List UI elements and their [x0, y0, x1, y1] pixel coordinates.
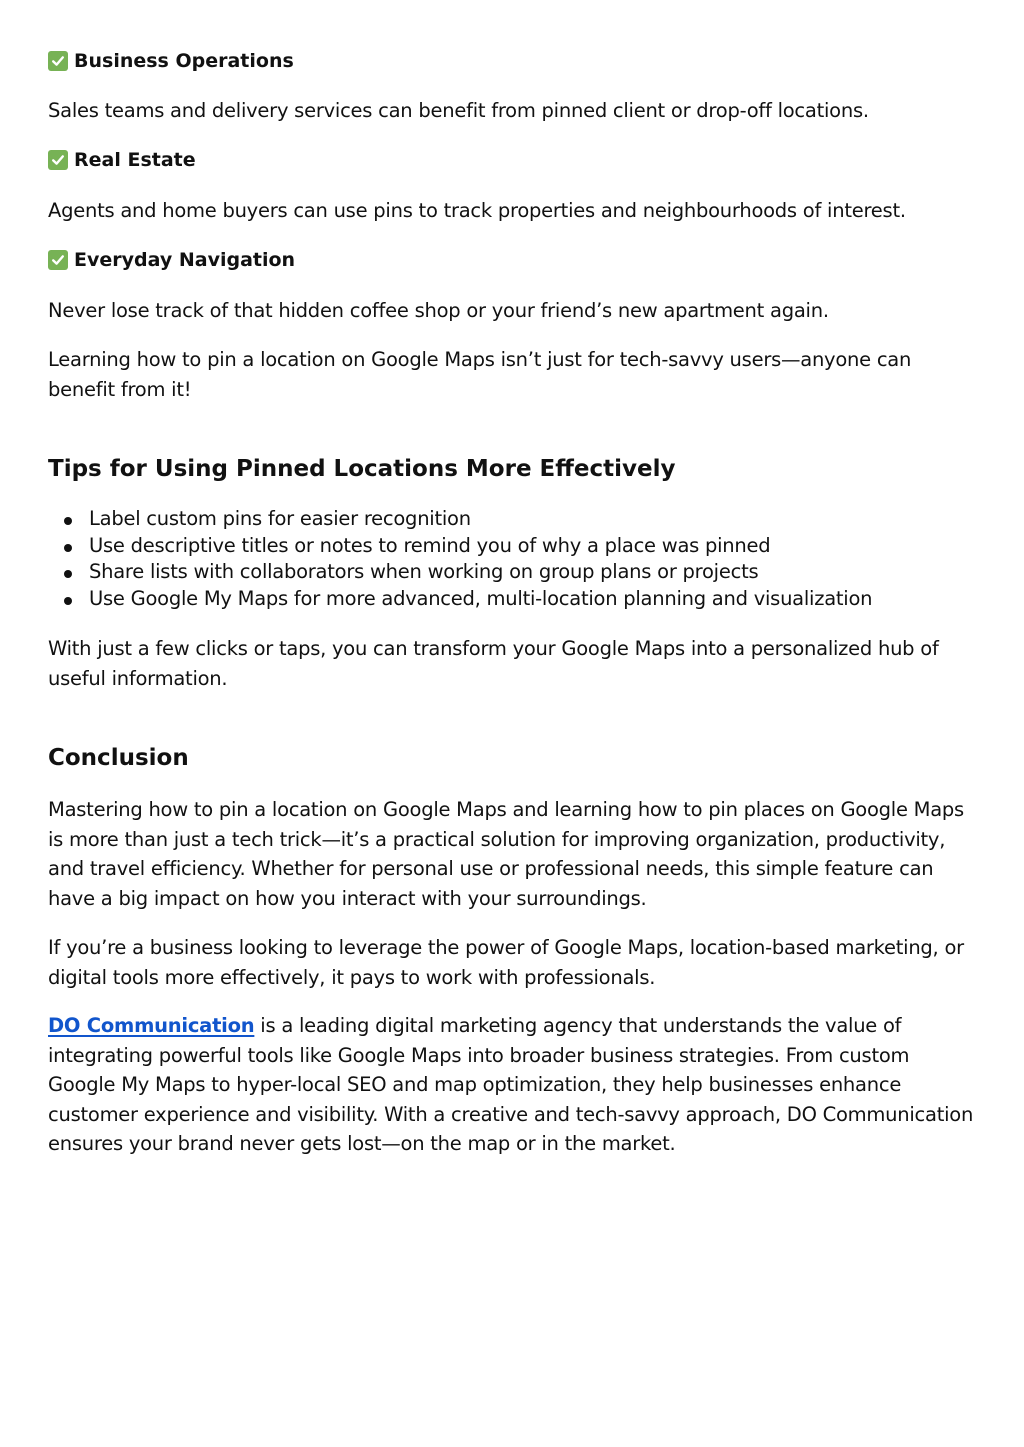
list-item	[48, 586, 978, 613]
conclusion-paragraph-3	[48, 1011, 978, 1159]
check-mark-icon	[48, 51, 68, 71]
list-item-text: Use descriptive titles or notes to remind you of why a place was pinned	[89, 533, 771, 557]
learning-paragraph: Learning how to pin a location on Google Maps isn’t just for tech-savvy users—anyone can benefit from it!	[48, 348, 912, 401]
section-heading-label: Everyday Navigation	[74, 249, 296, 271]
section-heading-label: Real Estate	[74, 149, 196, 171]
bullet-dot-icon	[64, 544, 72, 552]
tips-title: Tips for Using Pinned Locations More Effectively	[48, 456, 676, 482]
bullet-dot-icon	[64, 517, 72, 525]
section-heading-everyday-navigation	[48, 248, 295, 272]
list-item-text: Use Google My Maps for more advanced, multi-location planning and visualization	[89, 587, 873, 611]
conclusion-paragraph-2: If you’re a business looking to leverage the power of Google Maps, location-based marketing, or digital tools more effectively, it pays to work with professionals.	[48, 936, 964, 989]
list-item	[48, 559, 978, 586]
do-communication-link[interactable]: DO Communication	[48, 1014, 255, 1037]
list-item	[48, 506, 978, 533]
bullet-dot-icon	[64, 570, 72, 578]
list-item	[48, 533, 978, 560]
list-item-text: Share lists with collaborators when working on group plans or projects	[89, 560, 759, 584]
tips-closing-paragraph: With just a few clicks or taps, you can transform your Google Maps into a personalized hub of useful information.	[48, 637, 939, 690]
section-text-business-operations: Sales teams and delivery services can benefit from pinned client or drop-off locations.	[48, 99, 869, 122]
list-item-text: Label custom pins for easier recognition	[89, 507, 471, 530]
conclusion-paragraph-3-text: is a leading digital marketing agency that understands the value of integrating powerful tools like Google Maps into broader business strategies. From custom Google My Maps to hyper-local SEO and map optimization, they help businesses enhance customer experience and visibility. With a creative and tech-savvy approach, DO Communication ensures your brand never gets lost—on the map or in the market.	[48, 1014, 974, 1155]
section-heading-real-estate	[48, 148, 196, 172]
tips-list	[48, 506, 978, 613]
conclusion-paragraph-1: Mastering how to pin a location on Google Maps and learning how to pin places on Google Maps is more than just a tech trick—it’s a practical solution for improving organization, productivity, and travel efficiency. Whether for personal use or professional needs, this simple feature can have a big impact on how you interact with your surroundings.	[48, 798, 964, 910]
check-mark-icon	[48, 150, 68, 170]
bullet-dot-icon	[64, 597, 72, 605]
section-heading-label: Business Operations	[74, 50, 294, 72]
section-heading-business-operations	[48, 49, 294, 73]
section-text-real-estate: Agents and home buyers can use pins to track properties and neighbourhoods of interest.	[48, 199, 906, 222]
conclusion-title: Conclusion	[48, 745, 189, 771]
check-mark-icon	[48, 250, 68, 270]
section-text-everyday-navigation: Never lose track of that hidden coffee shop or your friend’s new apartment again.	[48, 299, 829, 322]
